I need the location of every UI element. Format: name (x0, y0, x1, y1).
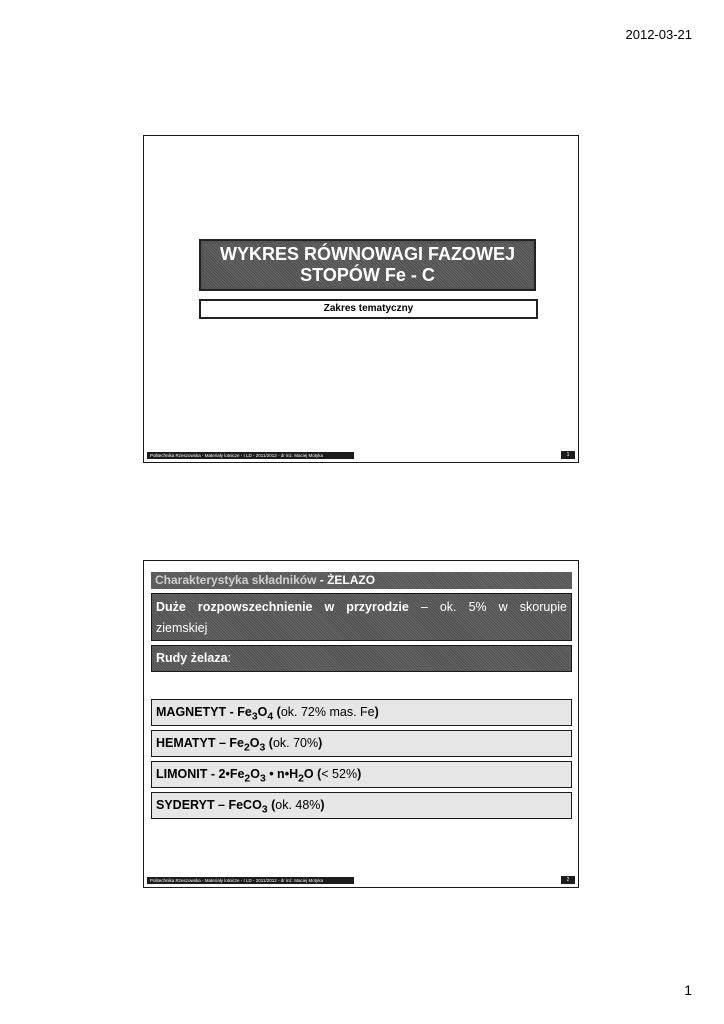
ore-subscript: 4 (267, 711, 274, 723)
ore-name: LIMONIT - 2•Fe (156, 767, 245, 781)
ore-close: ) (320, 798, 325, 812)
slide-title (199, 239, 536, 291)
ore-formula-tail: ( (265, 736, 273, 750)
ore-item (151, 792, 572, 819)
description-bold: Duże rozpowszechnienie w przyrodzie (156, 600, 409, 614)
slide-footer: Politechnika Rzeszowska - Materiały lotnicze - I LD - 2011/2012 - dr inż. Maciej Motyka (147, 877, 354, 884)
description-rest: – ok. 5% w skorupie (408, 600, 567, 614)
ore-formula-tail: ( (273, 705, 281, 719)
slide-1 (143, 135, 579, 463)
ore-subscript: 2 (243, 742, 250, 754)
ore-detail: ok. 72% mas. Fe (280, 705, 375, 719)
ore-formula-tail: ( (267, 798, 276, 812)
page-date: 2012-03-21 (625, 27, 692, 42)
ore-item (151, 699, 572, 726)
ore-subscript: 2 (244, 773, 251, 785)
slide-number: 1 (561, 451, 575, 459)
description-box (151, 593, 572, 641)
ore-formula-tail: • n•H (265, 767, 299, 781)
slide-number: 2 (561, 876, 575, 884)
slide-footer: Politechnika Rzeszowska - Materiały lotnicze - I LD - 2011/2012 - dr inż. Maciej Motyka (147, 452, 354, 459)
ore-subscript: 2 (298, 773, 304, 785)
slide-header (151, 572, 572, 589)
ore-name: SYDERYT – FeCO (156, 798, 262, 812)
ore-close: ) (318, 736, 323, 750)
ore-subscript: 3 (251, 711, 258, 723)
ore-formula-part: O ( (303, 767, 322, 781)
slide-title-line-2: STOPÓW Fe - C (300, 265, 435, 285)
ore-detail: < 52% (321, 767, 358, 781)
ores-heading-box (151, 645, 572, 672)
slide-title-line-1: WYKRES RÓWNOWAGI FAZOWEJ (220, 244, 515, 264)
description-line-1 (156, 597, 567, 618)
ore-detail: ok. 48% (275, 798, 321, 812)
ores-heading-colon: : (227, 651, 232, 665)
ore-name: HEMATYT – Fe (156, 736, 244, 750)
header-topic: Charakterystyka składników (155, 573, 317, 587)
ore-item (151, 730, 572, 757)
slide-2 (143, 560, 579, 888)
ore-item (151, 761, 572, 788)
ore-formula-part: O (249, 736, 260, 750)
ore-subscript: 3 (259, 742, 266, 754)
description-line-2: ziemskiej (156, 621, 208, 635)
ores-heading: Rudy żelaza (156, 651, 228, 665)
page-number: 1 (684, 982, 692, 998)
slide-subtitle: Zakres tematyczny (199, 299, 538, 319)
ore-subscript: 3 (259, 773, 266, 785)
ore-name: MAGNETYT - Fe (156, 705, 252, 719)
ore-close: ) (357, 767, 362, 781)
ore-formula-part: O (250, 767, 260, 781)
ore-close: ) (374, 705, 379, 719)
header-subject: - ŻELAZO (316, 573, 376, 587)
ore-detail: ok. 70% (272, 736, 319, 750)
ore-formula-part: O (257, 705, 268, 719)
ore-subscript: 3 (261, 804, 268, 816)
